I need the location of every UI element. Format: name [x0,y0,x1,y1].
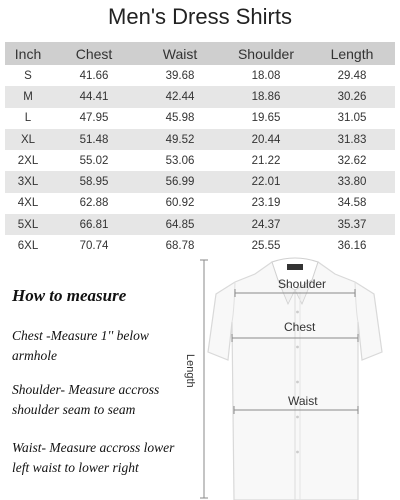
size-chart-table [5,42,395,257]
length-cell: 32.62 [309,150,395,171]
length-cell: 33.80 [309,171,395,192]
size-cell: 6XL [5,235,51,256]
length-cell: 35.37 [309,214,395,235]
size-cell: L [5,108,51,129]
shoulder-cell: 20.44 [223,129,309,150]
header-shoulder: Shoulder [223,42,309,65]
shoulder-label: Shoulder [278,277,327,291]
page-title: Men's Dress Shirts [108,4,292,29]
table-row [5,214,395,235]
table-row [5,129,395,150]
shoulder-cell: 18.08 [223,65,309,86]
waist-cell: 60.92 [137,193,223,214]
size-cell: M [5,86,51,107]
shoulder-cell: 18.86 [223,86,309,107]
shoulder-cell: 19.65 [223,108,309,129]
how-to-measure-heading: How to measure [12,286,127,305]
length-cell: 31.83 [309,129,395,150]
length-cell: 34.58 [309,193,395,214]
waist-instruction: Waist- Measure accross lower left waist to lower right [12,440,175,475]
shoulder-instruction: Shoulder- Measure accross shoulder seam to seam [12,382,160,417]
chest-instruction: Chest -Measure 1'' below armhole [12,328,149,363]
size-cell: 4XL [5,193,51,214]
header-length: Length [309,42,395,65]
table-row [5,86,395,107]
shoulder-cell: 24.37 [223,214,309,235]
chest-cell: 62.88 [51,193,137,214]
length-cell: 36.16 [309,235,395,256]
table-row [5,193,395,214]
waist-cell: 42.44 [137,86,223,107]
chest-cell: 66.81 [51,214,137,235]
table-row [5,171,395,192]
chest-cell: 51.48 [51,129,137,150]
size-cell: XL [5,129,51,150]
chest-cell: 47.95 [51,108,137,129]
shoulder-cell: 23.19 [223,193,309,214]
table-row [5,108,395,129]
waist-cell: 68.78 [137,235,223,256]
length-cell: 31.05 [309,108,395,129]
waist-cell: 53.06 [137,150,223,171]
chest-cell: 44.41 [51,86,137,107]
waist-cell: 56.99 [137,171,223,192]
length-label: Length [184,354,196,388]
size-cell: 5XL [5,214,51,235]
waist-cell: 64.85 [137,214,223,235]
shoulder-cell: 21.22 [223,150,309,171]
table-header-row [5,42,395,65]
chest-label: Chest [284,320,316,334]
table-row [5,65,395,86]
collar-tag-icon [287,264,303,270]
size-cell: S [5,65,51,86]
header-waist: Waist [137,42,223,65]
chest-cell: 55.02 [51,150,137,171]
waist-label: Waist [288,394,318,408]
waist-cell: 39.68 [137,65,223,86]
waist-cell: 45.98 [137,108,223,129]
header-inch: Inch [5,42,51,65]
waist-cell: 49.52 [137,129,223,150]
length-cell: 29.48 [309,65,395,86]
chest-cell: 41.66 [51,65,137,86]
length-cell: 30.26 [309,86,395,107]
shoulder-cell: 22.01 [223,171,309,192]
shoulder-cell: 25.55 [223,235,309,256]
header-chest: Chest [51,42,137,65]
size-cell: 3XL [5,171,51,192]
chest-cell: 70.74 [51,235,137,256]
size-cell: 2XL [5,150,51,171]
table-row [5,150,395,171]
chest-cell: 58.95 [51,171,137,192]
